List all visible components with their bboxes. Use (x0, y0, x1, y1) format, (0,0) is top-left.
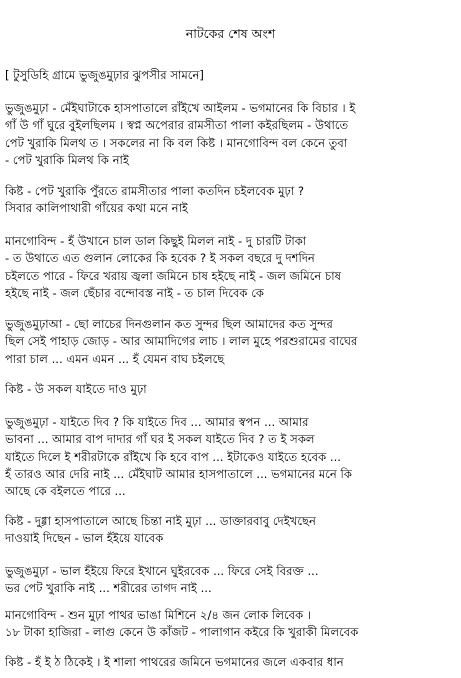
text-line: - ত উথাতে এত গুলান লোকের কি হবেক ? ই সকল বছরে দু দশদিন (5, 251, 315, 266)
dialogue-paragraph (5, 513, 457, 548)
dialogue-paragraph (5, 381, 457, 398)
text-line: পারা চাল ... এমন এমন ... হঁ যেমন বাঘ চইলছে (5, 351, 225, 366)
text-line: কিষ্ট - হঁ ই ঠ ঠিকেই । ই শালা পাথরের জমিনে ভগমানের জলে একবার ধান (5, 655, 344, 669)
text-line: মানগোবিন্দ - শুন মুঢ়া পাথর ভাঙা মিশিনে ২/৪ জন লোক লিবেক । (5, 608, 312, 622)
text-line: হইছে নাই - জল ছেঁচার বন্দোবস্ত নাই - ত চাল দিবেক কে (5, 285, 265, 300)
text-line: ভর পেট খুরাকি নাই ... শরীরের তাগদ নাই ... (5, 581, 212, 596)
text-line: ভুজুঙমুঢ়া - যাইতে দিব ? কি যাইতে দিব ... আমার স্বপন ... আমার (5, 415, 309, 429)
dialogue-paragraph (5, 183, 457, 218)
dialogue-paragraph (5, 316, 457, 368)
text-line: কিষ্ট - দুগ্গা হাসপাতালে আছে চিন্তা নাই মুঢ়া ... ডাক্তারবাবু দেইখছেন (5, 514, 316, 528)
dialogue-paragraph (5, 654, 457, 671)
text-line: দাওয়াই দিছেন - ভাল হঁইয়ে যাবেক (5, 531, 164, 546)
text-line: - পেট খুরাকি মিলথ কি নাই (5, 152, 129, 167)
text-line: ১৮ টাকা হাজিরা - লাগু কেনে উ কাঁজট - পালাগান কইরে কি খুরাকী মিলবেক (5, 625, 359, 640)
text-line: ভুজুঙমুঢ়াআ - ছো লাচের দিনগুলান কত সুন্দর ছিল আমাদের কত সুন্দর (5, 317, 333, 331)
text-line: ছিল সেই পাহাড় জোড় - আর আমাদিগের লাচ । লাল মুহে পরশুরামের বাঘের (5, 334, 358, 349)
text-line: চইলতে পারে - ফিরে খরায় জ্বলা জমিনে চাষ হইছে নাই - জল জমিনে চাষ (5, 268, 342, 283)
text-line: [ টুসুডিহি গ্রামে ভুজুঙমুঢ়ার ঝুপসীর সামনে] (5, 68, 204, 82)
dialogue-paragraph (5, 233, 457, 302)
page-title: নাটকের শেষ অংশ (185, 26, 276, 41)
text-line: যাইতে দিলে ই শরীরটাকে রাঁইখে কি হবে বাপ ... ইটাকেও যাইতে হবেক ... (5, 449, 341, 464)
text-line: ভাবনা ... আমার বাপ দাদার গাঁ ঘর ই সকল যাইতে দিব ? ত ই সকল (5, 432, 315, 447)
text-line: পেট খুরাকি মিলথ ত । সকলের না কি বল কিষ্ট । মানগোবিন্দ বল কেনে তুবা (5, 135, 348, 150)
text-line: সিবার কালিপাথারী গাঁয়ের কথা মনে নাই (5, 201, 188, 216)
dialogue-paragraph (5, 100, 457, 169)
text-line: ভুজুঙমুঢ়া - ভাল হঁইয়ে ফিরে ইখানে ঘুইরবেক ... ফিরে সেই বিরক্ত ... (5, 564, 319, 578)
text-line: কিষ্ট - পেট খুরাকি পুঁরতে রামসীতার পালা কতদিন চইলবেক মুঢ়া ? (5, 184, 305, 198)
text-line: ভুজুঙমুঢ়া - মেঁইঘাটাকে হাসপাতালে রাঁইখে আইলম - ভগমানের কি বিচার । ই (5, 101, 356, 115)
dialogue-paragraph (5, 563, 457, 598)
text-line: আছে কে বইলতে পারে ... (5, 484, 126, 499)
text-line: হঁ তারও আর দেরি নাই ... মেঁইঘাট আমার হাসপাতালে ... ভগমানের মনে কি (5, 466, 352, 481)
stage-direction (5, 67, 457, 84)
dialogue-paragraph (5, 414, 457, 500)
text-line: গাঁ উ গাঁ ঘুরে বুইলছিলম । স্বপ্ন অপেরার রামসীতা পালা কইরছিলম - উথাতে (5, 118, 349, 133)
text-line: কিষ্ট - উ সকল যাইতে দাও মুঢ়া (5, 382, 147, 396)
text-line: মানগোবিন্দ - হঁ উখানে চাল ডাল কিছুই মিলল নাই - দু চারটি টাকা (5, 234, 307, 248)
dialogue-paragraph (5, 607, 457, 642)
